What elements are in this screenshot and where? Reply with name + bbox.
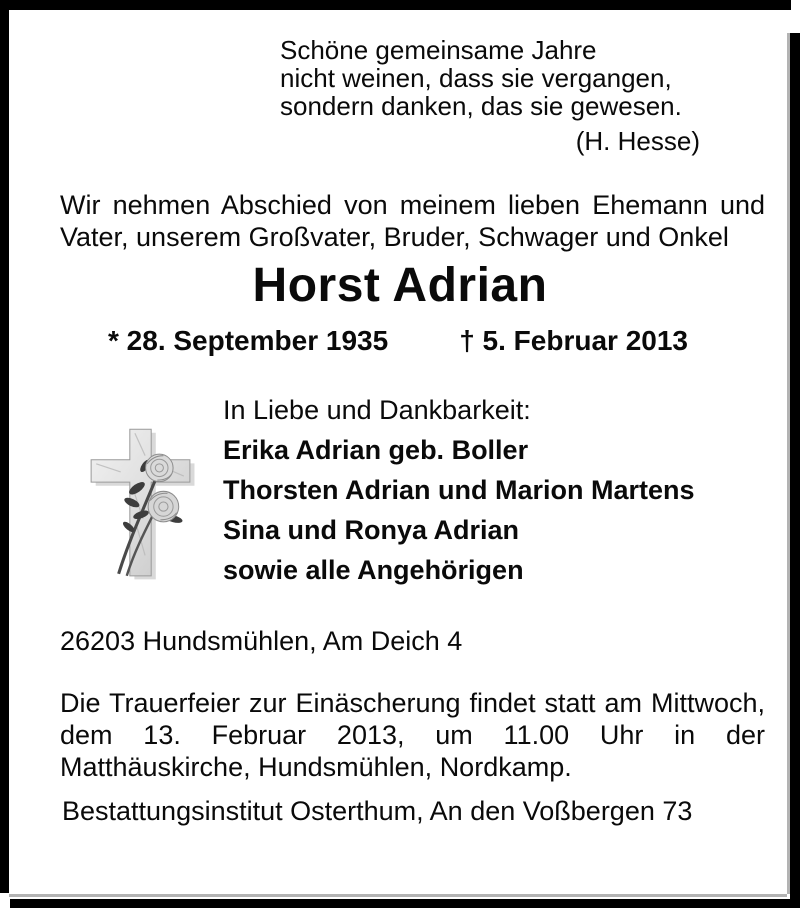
funeral-details: Die Trauerfeier zur Einäscherung findet statt am Mittwoch, dem 13. Februar 2013, um 11.00 Uhr in der Matthäuskirche, Hundsmühlen, Nordkamp.: [60, 688, 765, 782]
birth-date: * 28. September 1935: [108, 325, 389, 356]
mourner-name: Sina und Ronya Adrian: [223, 515, 520, 545]
quote-attribution: (H. Hesse): [575, 126, 700, 156]
gratitude-heading: In Liebe und Dankbarkeit:: [223, 395, 531, 425]
frame-right-border: [790, 33, 800, 908]
funeral-home-line: Bestattungsinstitut Osterthum, An den Voßbergen 73: [62, 796, 693, 826]
mourner-name: Erika Adrian geb. Boller: [223, 435, 529, 465]
cross-with-roses-icon: [84, 421, 196, 593]
quote-line: sondern danken, das sie gewesen.: [280, 91, 682, 121]
mourners-block: [223, 393, 695, 593]
life-dates-row: [108, 325, 688, 357]
opening-text: Wir nehmen Abschied von meinem lieben Ehemann und Vater, unserem Großvater, Bruder, Schwager und Onkel: [60, 190, 765, 252]
deceased-name: Horst Adrian: [252, 259, 548, 312]
memorial-quote: [280, 36, 700, 155]
death-date: † 5. Februar 2013: [459, 325, 688, 356]
frame-bottom-inner-line: [9, 894, 787, 897]
quote-line: Schöne gemeinsame Jahre: [280, 35, 597, 65]
quote-line: nicht weinen, dass sie vergangen,: [280, 63, 672, 93]
frame-left-border: [0, 0, 9, 893]
mourner-name: sowie alle Angehörigen: [223, 555, 524, 585]
frame-top-border: [0, 0, 791, 10]
address-line: 26203 Hundsmühlen, Am Deich 4: [60, 626, 463, 656]
frame-bottom-border: [10, 899, 800, 908]
mourner-name: Thorsten Adrian und Marion Martens: [223, 475, 695, 505]
memorial-section: [0, 393, 800, 593]
